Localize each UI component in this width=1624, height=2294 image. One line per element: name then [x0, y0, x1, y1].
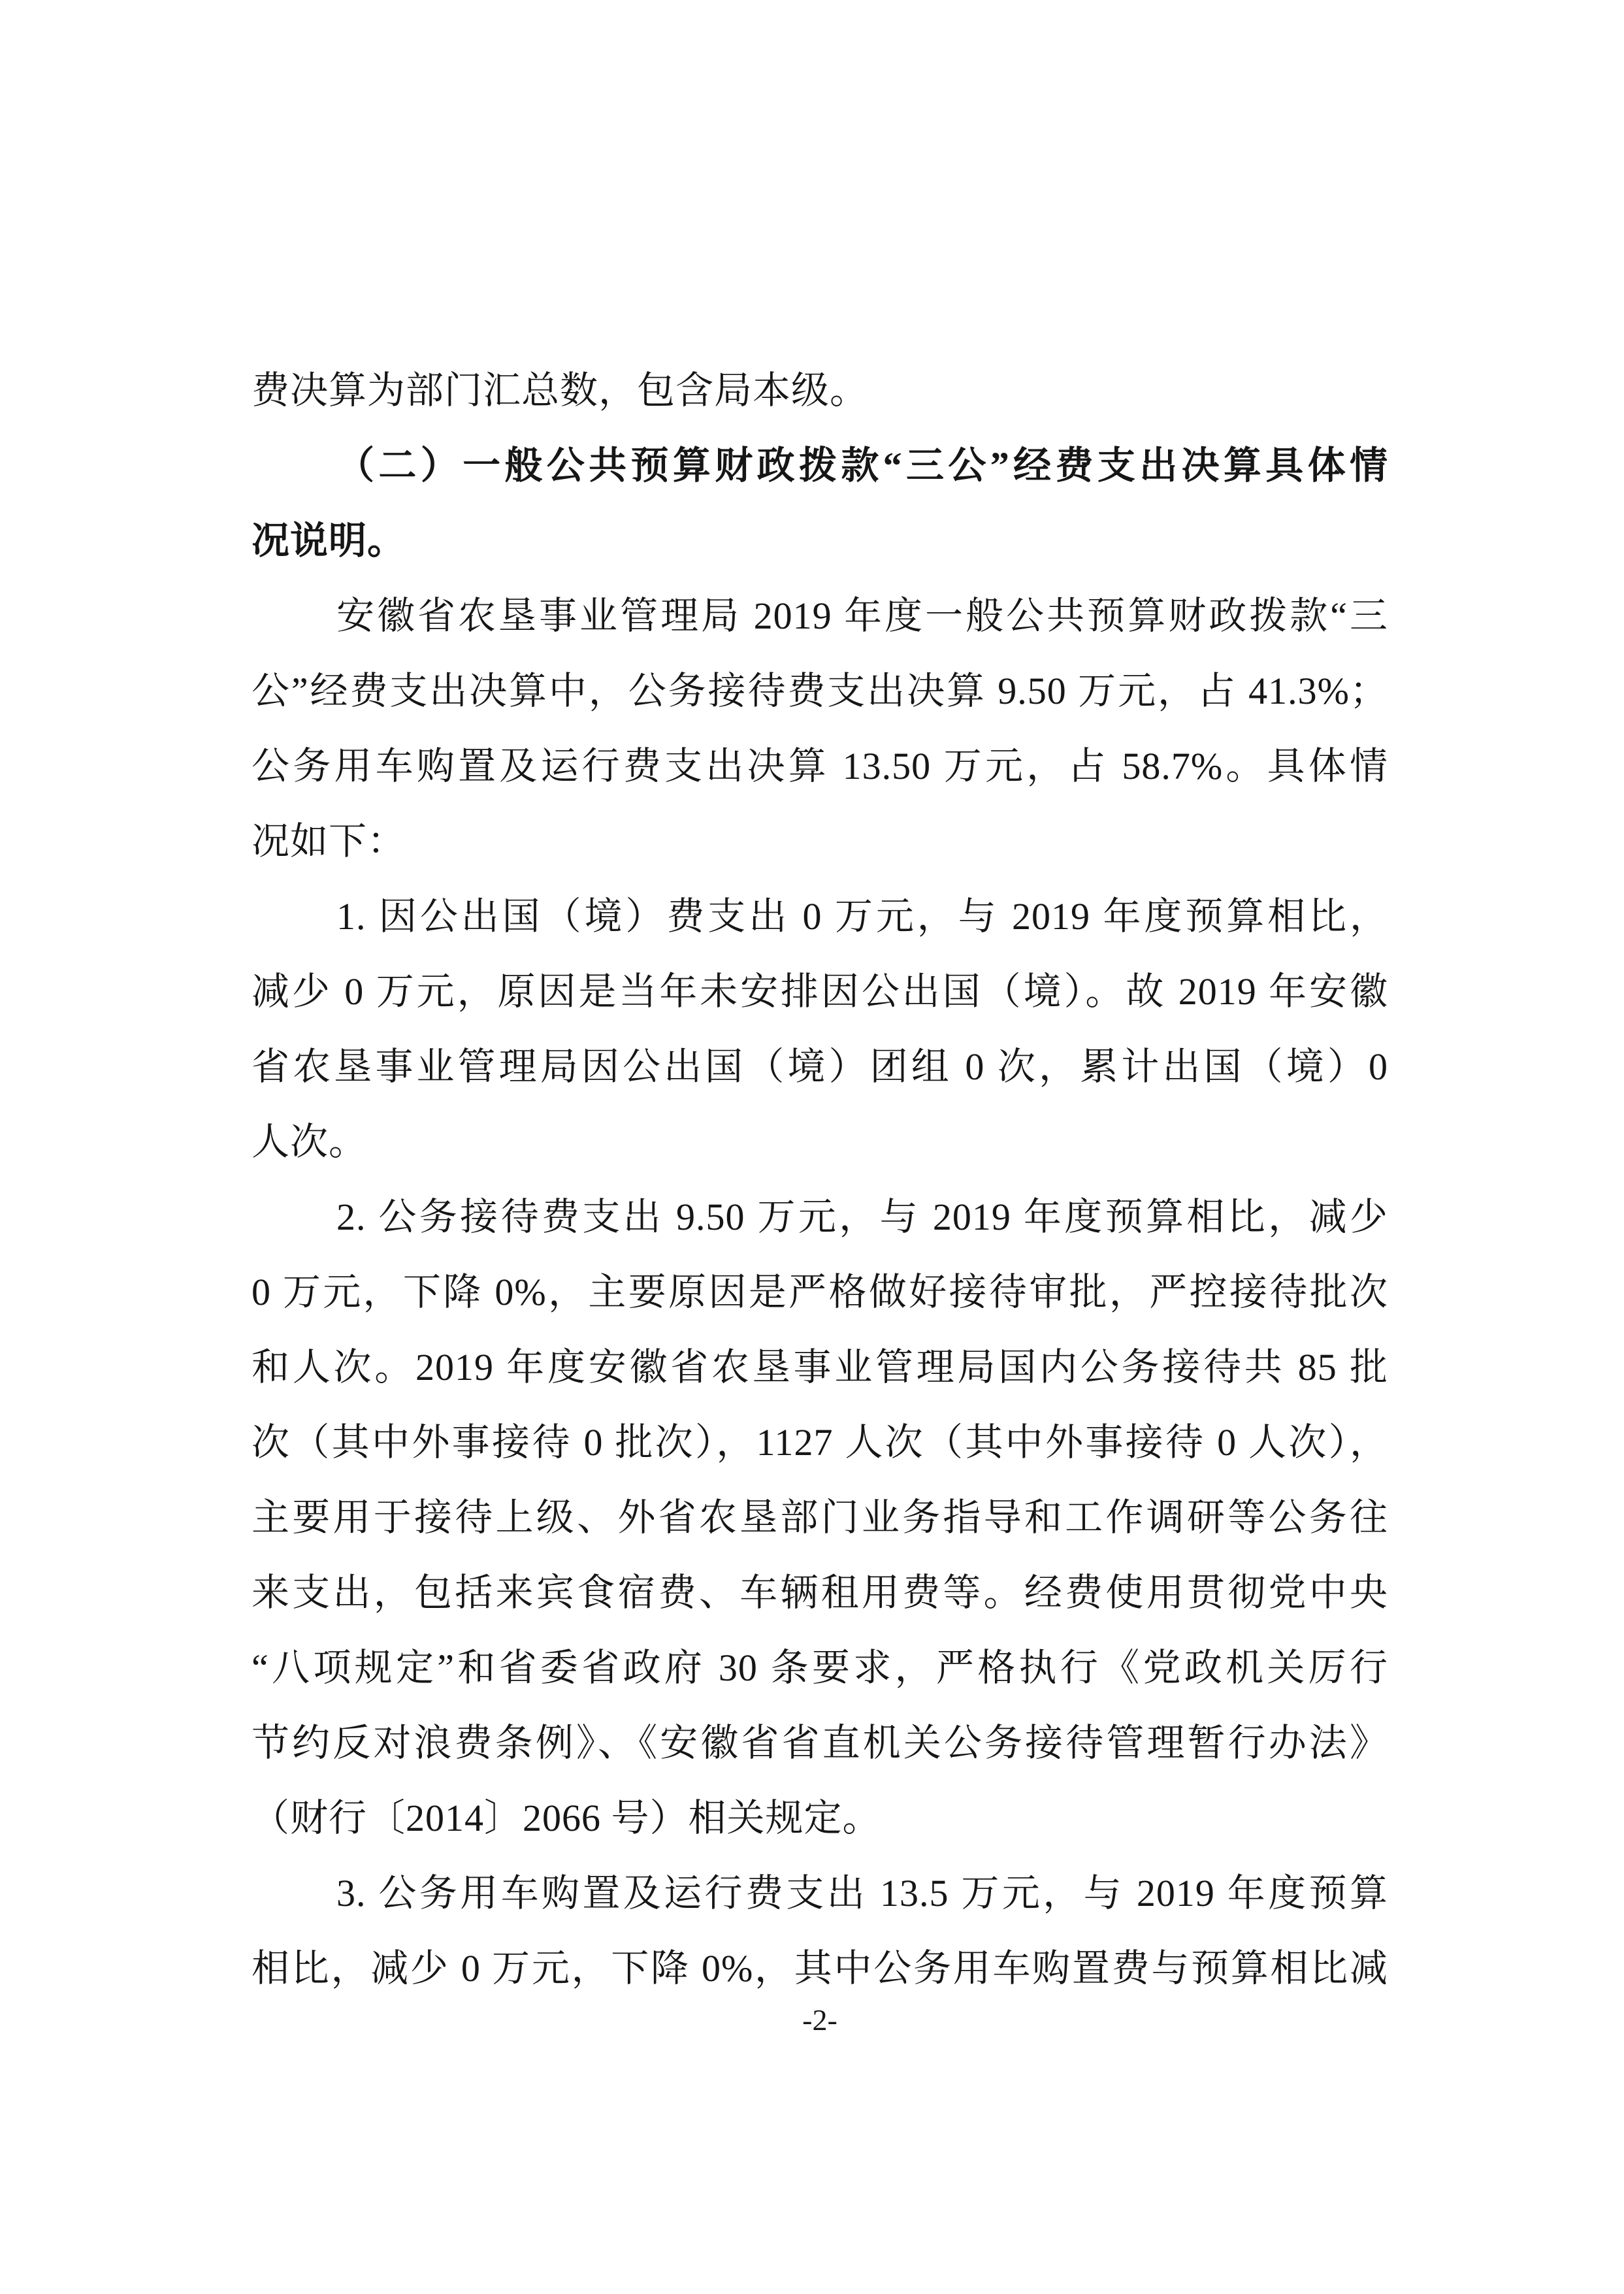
text-line: 况如下：: [252, 820, 406, 862]
text-line: 人次。: [252, 1121, 368, 1163]
text-line: （财行〔2014〕2066 号）相关规定。: [252, 1797, 881, 1839]
page-number: -2-: [802, 2003, 837, 2037]
text-line: 0 万元，下降 0%，主要原因是严格做好接待审批，严控接待批次: [252, 1271, 1388, 1313]
text-line: 费决算为部门汇总数，包含局本级。: [252, 369, 869, 412]
document-body: [252, 353, 1388, 2006]
text-line: 2. 公务接待费支出 9.50 万元，与 2019 年度预算相比，减少: [336, 1196, 1388, 1238]
text-line: 次（其中外事接待 0 批次），1127 人次（其中外事接待 0 人次），: [252, 1421, 1388, 1464]
text-line: 安徽省农垦事业管理局 2019 年度一般公共预算财政拨款“三: [336, 595, 1388, 637]
text-line: 3. 公务用车购置及运行费支出 13.5 万元，与 2019 年度预算: [336, 1872, 1388, 1914]
text-line: 来支出，包括来宾食宿费、车辆租用费等。经费使用贯彻党中央: [252, 1571, 1388, 1614]
text-line: （二）一般公共预算财政拨款“三公”经费支出决算具体情: [336, 444, 1388, 487]
text-line: 主要用于接待上级、外省农垦部门业务指导和工作调研等公务往: [252, 1496, 1388, 1539]
text-line: 1. 因公出国（境）费支出 0 万元，与 2019 年度预算相比，: [336, 895, 1388, 938]
text-line: 相比，减少 0 万元，下降 0%，其中公务用车购置费与预算相比减: [252, 1947, 1388, 1990]
text-line: 公务用车购置及运行费支出决算 13.50 万元，占 58.7%。具体情: [252, 745, 1388, 787]
text-line: “八项规定”和省委省政府 30 条要求，严格执行《党政机关厉行: [252, 1647, 1388, 1689]
text-line: 公”经费支出决算中，公务接待费支出决算 9.50 万元，占 41.3%；: [252, 670, 1388, 712]
text-line: 省农垦事业管理局因公出国（境）团组 0 次，累计出国（境）0: [252, 1045, 1388, 1088]
text-line: 和人次。2019 年度安徽省农垦事业管理局国内公务接待共 85 批: [252, 1346, 1388, 1388]
text-line: 节约反对浪费条例》、《安徽省省直机关公务接待管理暂行办法》: [252, 1722, 1388, 1764]
text-line: 减少 0 万元，原因是当年未安排因公出国（境）。故 2019 年安徽: [252, 970, 1388, 1013]
text-line: 况说明。: [252, 519, 406, 562]
